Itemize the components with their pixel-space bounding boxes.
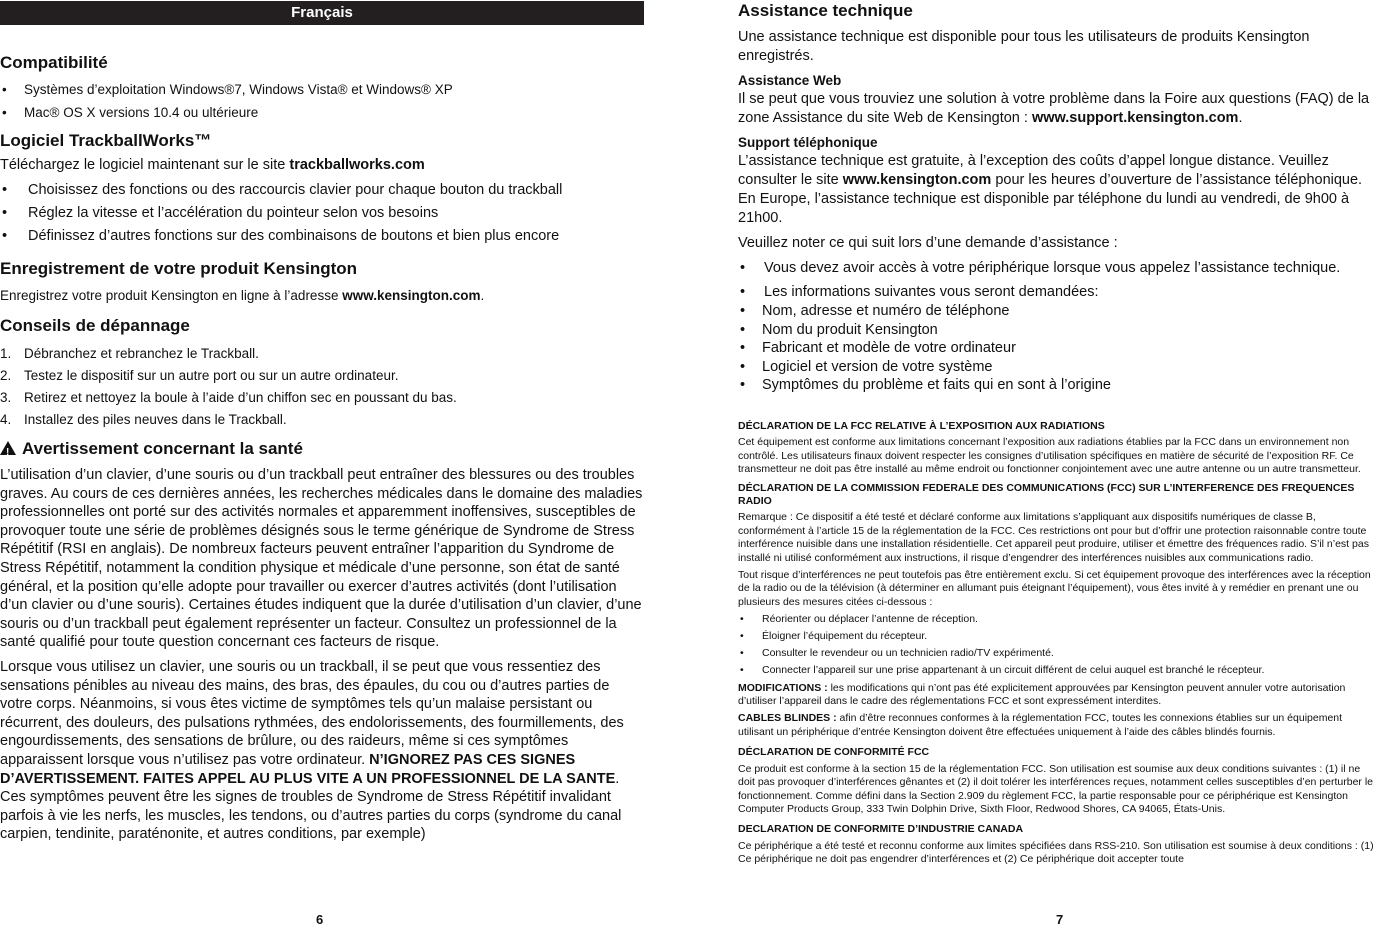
- list-item: • Nom du produit Kensington: [738, 321, 1378, 340]
- canada-text: Ce périphérique a été testé et reconnu conforme aux limites spécifiées dans RSS-210. Son utilisation est soumise à deux conditions : (1) Ce périphérique ne doit pas engendrer d’interférences et (2) Ce périphérique doit accepter toute: [738, 839, 1374, 866]
- registration-text: Enregistrez votre produit Kensington en ligne à l’adresse www.kensington.com.: [0, 288, 485, 303]
- list-item: • Définissez d’autres fonctions sur des combinaisons de boutons et bien plus encore: [0, 226, 644, 246]
- list-item: • Consulter le revendeur ou un technicien radio/TV expérimenté.: [738, 647, 1378, 660]
- registration-title: Enregistrement de votre produit Kensington: [0, 259, 358, 278]
- fcc-section: [738, 420, 1378, 867]
- list-item: 2. Testez le dispositif sur un autre port ou sur un autre ordinateur.: [0, 368, 399, 383]
- troubleshooting-title: Conseils de dépannage: [0, 316, 190, 335]
- list-item: • Connecter l’appareil sur une prise appartenant à un circuit différent de celui auquel est branché le récepteur.: [738, 664, 1378, 677]
- support-title: Assistance technique: [738, 1, 913, 20]
- support-intro: Une assistance technique est disponible pour tous les utilisateurs de produits Kensington enregistrés.: [738, 29, 1310, 64]
- language-banner: Français: [0, 1, 644, 25]
- list-item: • Systèmes d’exploitation Windows®7, Windows Vista® et Windows® XP: [0, 80, 644, 99]
- software-list: [0, 180, 644, 246]
- phone-support-text: L’assistance technique est gratuite, à l’exception des coûts d’appel longue distance. Veuillez consulter le site www.kensington.com pour les heures d’ouverture de l’assistance téléphonique. En Europe, l’assistance technique est disponible par téléphone du lundi au vendredi, de 9h00 à 21h00.: [738, 153, 1363, 226]
- troubleshooting-list: [0, 344, 644, 429]
- fcc-measures-list: [738, 613, 1378, 677]
- list-item: • Choisissez des fonctions ou des raccourcis clavier pour chaque bouton du trackball: [0, 180, 644, 200]
- support-link[interactable]: www.support.kensington.com: [1031, 110, 1239, 126]
- compat-list: [0, 80, 644, 122]
- compat-title: Compatibilité: [0, 53, 108, 72]
- health-warning-caps: N’IGNOREZ PAS CES SIGNES D’AVERTISSEMENT. FAITES APPEL AU PLUS VITE A UN PROFESSIONNEL DE LA SANTE: [0, 751, 616, 787]
- list-item: • Mac® OS X versions 10.4 ou ultérieure: [0, 103, 644, 122]
- list-item: • Éloigner l’équipement du récepteur.: [738, 630, 1378, 643]
- web-support-text: Il se peut que vous trouviez une solution à votre problème dans la Foire aux questions (FAQ) de la zone Assistance du site Web de Kensington : www.support.kensington.com.: [738, 91, 1370, 126]
- list-item: • Symptômes du problème et faits qui en sont à l’origine: [738, 376, 1378, 395]
- right-page: [738, 0, 1378, 867]
- fcc-conformity-title: DÉCLARATION DE CONFORMITÉ FCC: [738, 746, 930, 759]
- fcc-radiation-title: DÉCLARATION DE LA FCC RELATIVE À L’EXPOSITION AUX RADIATIONS: [738, 419, 1105, 432]
- page-number-left: 6: [316, 912, 324, 927]
- requested-info-list: [738, 302, 1378, 395]
- support-list: [738, 259, 1378, 302]
- kensington-link[interactable]: www.kensington.com: [842, 172, 992, 188]
- fcc-conformity-text: Ce produit est conforme à la section 15 de la réglementation FCC. Son utilisation est soumise aux deux conditions suivantes : (1) il ne doit pas provoquer d’interférences gênantes et (2) il doit tolérer les interférences reçues, notamment celles susceptibles d’en perturber le fonctionnement. Comme défini dans la Section 2.909 du règlement FCC, la partie responsable pour ce périphérique est Kensington Computer Products Group, 333 Twin Dolphin Drive, Sixth Floor, Redwood Shores, CA 94065, États-Unis.: [738, 762, 1374, 815]
- list-item: • Logiciel et version de votre système: [738, 358, 1378, 377]
- fcc-modifications: MODIFICATIONS : les modifications qui n’ont pas été explicitement approuvées par Kensington peuvent annuler votre autorisation d’utiliser l’appareil dans le cadre des réglementations FCC et sont expressément interdites.: [738, 681, 1346, 708]
- phone-support-title: Support téléphonique: [738, 135, 878, 150]
- software-title: Logiciel TrackballWorks™: [0, 131, 212, 150]
- health-para-2: Lorsque vous utilisez un clavier, une souris ou un trackball, il se peut que vous ressentiez des sensations pénibles au niveau des mains, des bras, des épaules, du cou ou d’autres parties de votre corps. Néanmoins, si vous êtes victime de symptômes tels qu’un malaise persistant ou récurrent, des douleurs, des pulsations rythmées, des endolorissements, des fourmillements, des engourdissements, des sensations de brûlure, ou des raideurs, même si ces symptômes apparaissent lorsque vous n’utilisez pas votre ordinateur. N’IGNOREZ PAS CES SIGNES D’AVERTISSEMENT. FAITES APPEL AU PLUS VITE A UN PROFESSIONNEL DE LA SANTE. Ces symptômes peuvent être les signes de troubles de Syndrome de Stress Répétitif invalidant parfois à vie les nerfs, les muscles, les tendons, ou d’autres parties du corps (syndrome du canal carpien, tendinite, paraténonite, et autres conditions, par exemple): [0, 658, 624, 843]
- list-item: • Fabricant et modèle de votre ordinateur: [738, 339, 1378, 358]
- page-number-right: 7: [1056, 912, 1064, 927]
- web-support-title: Assistance Web: [738, 73, 842, 88]
- canada-title: DECLARATION DE CONFORMITE D’INDUSTRIE CANADA: [738, 823, 1024, 836]
- support-note: Veuillez noter ce qui suit lors d’une demande d’assistance :: [738, 235, 1118, 251]
- fcc-radiation-text: Cet équipement est conforme aux limitations concernant l’exposition aux radiations établies par la FCC dans un environnement non contrôlé. Les utilisateurs finaux doivent respecter les consignes d’utilisation spécifiques en matière de sécurité de l’exposition RF. Ce transmetteur ne doit pas être installé au même endroit ou fonctionner conjointement avec une autre antenne ou un autre transmetteur.: [738, 436, 1361, 476]
- list-item: • Nom, adresse et numéro de téléphone: [738, 302, 1378, 321]
- warning-icon: [0, 441, 16, 455]
- list-item: • Réglez la vitesse et l’accélération du pointeur selon vos besoins: [0, 203, 644, 223]
- health-title: !Avertissement concernant la santé: [0, 438, 644, 460]
- list-item: 3. Retirez et nettoyez la boule à l’aide d’un chiffon sec en poussant du bas.: [0, 390, 457, 405]
- software-intro: Téléchargez le logiciel maintenant sur le site trackballworks.com: [0, 157, 425, 173]
- registration-link[interactable]: www.kensington.com: [342, 288, 481, 303]
- list-item: • Réorienter ou déplacer l’antenne de réception.: [738, 613, 1378, 626]
- list-item: • Les informations suivantes vous seront demandées:: [738, 283, 1378, 302]
- list-item: • Vous devez avoir accès à votre périphérique lorsque vous appelez l’assistance technique.: [738, 259, 1378, 278]
- list-item: 1. Débranchez et rebranchez le Trackball.: [0, 346, 259, 361]
- health-para-1: L’utilisation d’un clavier, d’une souris ou d’un trackball peut entraîner des blessures ou des troubles graves. Au cours de ces dernières années, les recherches médicales dans le domaine des maladies professionnelles ont porté sur des activités normales et apparemment inoffensives, susceptibles de provoquer toute une série de problèmes désignés sous le terme générique de Syndrome de Stress Répétitif (RSI en anglais). De nombreux facteurs peuvent entraîner l’apparition du Syndrome de Stress Répétitif, notamment la condition physique et médicale d’une personne, son état de santé général, et la position qu’elle adopte pour travailler ou exercer d’autres activités (dont l’utilisation d’un clavier ou d’une souris). Certaines études indiquent que la durée d’utilisation d’un clavier, d’une souris ou d’un trackball peut également représenter un facteur. Consultez un professionnel de la santé qualifié pour toute question concernant ces facteurs de risque.: [0, 467, 643, 651]
- list-item: 4. Installez des piles neuves dans le Trackball.: [0, 412, 287, 427]
- left-page: [0, 0, 644, 844]
- software-link[interactable]: trackballworks.com: [289, 157, 425, 173]
- fcc-interference-text-2: Tout risque d’interférences ne peut toutefois pas être entièrement exclu. Si cet équipement provoque des interférences avec la réception de la radio ou de la télévision (à déterminer en allumant puis éteignant l’équipement), vous êtes invité à y remédier en prenant une ou plusieurs des mesures citées ci-dessous :: [738, 569, 1371, 608]
- fcc-interference-title: DÉCLARATION DE LA COMMISSION FEDERALE DES COMMUNICATIONS (FCC) SUR L’INTERFERENCE DES FREQUENCES RADIO: [738, 481, 1355, 507]
- fcc-interference-text-1: Remarque : Ce dispositif a été testé et déclaré conforme aux limitations s’appliquant aux dispositifs numériques de classe B, conformément à l’article 15 de la réglementation de la FCC. Ces restrictions ont pour but d’offrir une protection raisonnable contre toute interférence nuisible dans une installation résidentielle. Cet appareil peut produire, utiliser et émettre des fréquences radio. S’il n’est pas installé ni utilisé conformément aux instructions, il risque d’engendrer des interférences nuisibles aux communications radio.: [738, 511, 1369, 564]
- fcc-shielded-cables: CABLES BLINDES : afin d’être reconnues conformes à la réglementation FCC, toutes les connexions établies sur un équipement utilisant un périphérique d’entrée Kensington doivent être effectuées uniquement à l’aide des câbles blindés fournis.: [738, 712, 1343, 738]
